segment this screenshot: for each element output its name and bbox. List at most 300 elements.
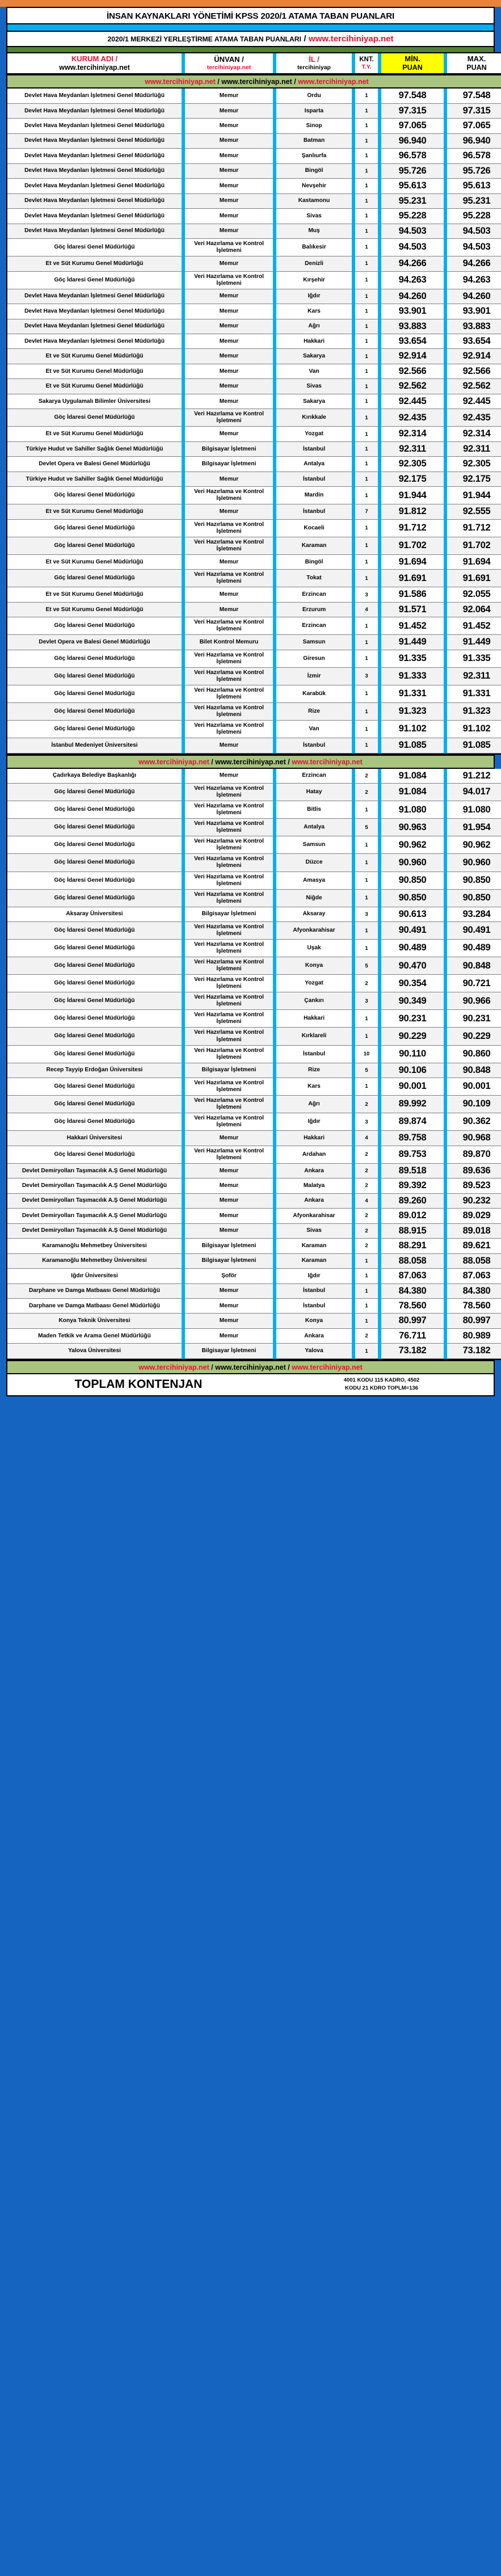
cell-max-puan: 89.870 xyxy=(447,1146,501,1164)
cyan-divider-strip xyxy=(6,23,495,31)
cell-il: Samsun xyxy=(276,635,352,650)
cell-max-puan: 91.694 xyxy=(447,555,501,570)
cell-min-puan: 92.914 xyxy=(381,349,444,364)
cell-kurum: Devlet Hava Meydanları İşletmesi Genel Müdürlüğü xyxy=(7,149,182,163)
table-row[interactable] xyxy=(7,617,501,635)
cell-unvan: Memur xyxy=(185,1164,273,1178)
table-row[interactable] xyxy=(7,1096,501,1113)
cell-max-puan: 96.940 xyxy=(447,134,501,149)
cell-min-puan: 89.260 xyxy=(381,1194,444,1209)
cell-min-puan: 91.085 xyxy=(381,738,444,753)
cell-kurum: Çadırkaya Belediye Başkanlığı xyxy=(7,769,182,784)
cell-unvan: Memur xyxy=(185,1209,273,1223)
cell-unvan: Veri Hazırlama ve Kontrol İşletmeni xyxy=(185,239,273,256)
cell-kontenjan: 1 xyxy=(355,738,378,753)
cell-kurum: Göç İdaresi Genel Müdürlüğü xyxy=(7,784,182,801)
promo-link-2[interactable]: www.tercihiniyap.net xyxy=(215,1363,286,1371)
cell-kontenjan: 1 xyxy=(355,836,378,854)
table-row[interactable] xyxy=(7,940,501,957)
min-header-sub: PUAN xyxy=(402,63,423,71)
cell-il: Nevşehir xyxy=(276,179,352,193)
cell-max-puan: 92.566 xyxy=(447,364,501,379)
cell-min-puan: 91.331 xyxy=(381,685,444,703)
cell-kontenjan: 1 xyxy=(355,940,378,957)
cell-il: İstanbul xyxy=(276,1046,352,1063)
cell-max-puan: 91.702 xyxy=(447,537,501,555)
cell-kontenjan: 1 xyxy=(355,537,378,555)
cell-il: Kırıkkale xyxy=(276,409,352,427)
table-row[interactable] xyxy=(7,570,501,587)
table-row[interactable] xyxy=(7,1209,501,1223)
cell-kontenjan: 1 xyxy=(355,703,378,721)
cell-min-puan: 89.758 xyxy=(381,1131,444,1146)
table-row[interactable] xyxy=(7,975,501,992)
cell-il: İstanbul xyxy=(276,1284,352,1299)
cell-il: Hakkari xyxy=(276,1010,352,1028)
table-row[interactable] xyxy=(7,334,501,349)
column-header-max[interactable] xyxy=(447,52,501,74)
cell-kurum: Et ve Süt Kurumu Genel Müdürlüğü xyxy=(7,349,182,364)
cell-il: Balıkesir xyxy=(276,239,352,256)
column-header-kurum[interactable] xyxy=(7,52,182,74)
cell-il: Karaman xyxy=(276,537,352,555)
promo-link-3[interactable]: www.tercihiniyap.net xyxy=(292,757,363,766)
cell-il: Van xyxy=(276,721,352,738)
cell-kontenjan: 1 xyxy=(355,119,378,133)
cell-unvan: Veri Hazırlama ve Kontrol İşletmeni xyxy=(185,668,273,685)
cell-kurum: Yalova Üniversitesi xyxy=(7,1344,182,1358)
cell-il: Giresun xyxy=(276,650,352,668)
cell-max-puan: 90.850 xyxy=(447,890,501,907)
cell-il: Kars xyxy=(276,1078,352,1096)
cell-min-puan: 91.452 xyxy=(381,617,444,635)
table-row[interactable] xyxy=(7,738,501,753)
table-row[interactable] xyxy=(7,854,501,872)
cell-min-puan: 95.228 xyxy=(381,209,444,224)
cell-kontenjan: 1 xyxy=(355,179,378,193)
cell-kontenjan: 3 xyxy=(355,587,378,602)
table-row[interactable] xyxy=(7,379,501,394)
cell-unvan: Veri Hazırlama ve Kontrol İşletmeni xyxy=(185,409,273,427)
cell-il: Tokat xyxy=(276,570,352,587)
table-row[interactable] xyxy=(7,872,501,890)
cell-kurum: Devlet Demiryolları Taşımacılık A.Ş Genel Müdürlüğü xyxy=(7,1194,182,1209)
table-row[interactable] xyxy=(7,487,501,504)
cell-unvan: Veri Hazırlama ve Kontrol İşletmeni xyxy=(185,1046,273,1063)
cell-unvan: Veri Hazırlama ve Kontrol İşletmeni xyxy=(185,1010,273,1028)
table-row[interactable] xyxy=(7,394,501,409)
cell-unvan: Veri Hazırlama ve Kontrol İşletmeni xyxy=(185,940,273,957)
cell-min-puan: 91.694 xyxy=(381,555,444,570)
cell-unvan: Memur xyxy=(185,379,273,394)
cell-il: Ağrı xyxy=(276,319,352,334)
cell-kurum: Et ve Süt Kurumu Genel Müdürlüğü xyxy=(7,427,182,441)
table-row[interactable] xyxy=(7,1254,501,1269)
total-quota-detail xyxy=(270,1377,494,1392)
cell-min-puan: 90.001 xyxy=(381,1078,444,1096)
table-row[interactable] xyxy=(7,836,501,854)
cell-il: Yozgat xyxy=(276,975,352,992)
table-row[interactable] xyxy=(7,907,501,922)
column-header-il[interactable] xyxy=(276,52,352,74)
cell-kurum: Türkiye Hudut ve Sahiller Sağlık Genel Müdürlüğü xyxy=(7,442,182,457)
table-row[interactable] xyxy=(7,1113,501,1131)
cell-min-puan: 96.940 xyxy=(381,134,444,149)
cell-il: Hakkari xyxy=(276,334,352,349)
column-header-knt[interactable] xyxy=(355,52,378,74)
cell-kurum: Göç İdaresi Genel Müdürlüğü xyxy=(7,922,182,940)
table-row[interactable] xyxy=(7,1046,501,1063)
cell-max-puan: 94.503 xyxy=(447,239,501,256)
cell-min-puan: 94.503 xyxy=(381,239,444,256)
cell-min-puan: 76.711 xyxy=(381,1329,444,1344)
cell-max-puan: 91.085 xyxy=(447,738,501,753)
cell-il: İstanbul xyxy=(276,472,352,487)
table-row[interactable] xyxy=(7,1314,501,1328)
cell-kontenjan: 1 xyxy=(355,1269,378,1283)
cell-unvan: Veri Hazırlama ve Kontrol İşletmeni xyxy=(185,890,273,907)
cell-unvan: Memur xyxy=(185,427,273,441)
promo-link-1[interactable]: www.tercihiniyap.net xyxy=(145,78,216,86)
table-row[interactable] xyxy=(7,1146,501,1164)
table-row[interactable] xyxy=(7,1194,501,1209)
cell-kurum: Karamanoğlu Mehmetbey Üniversitesi xyxy=(7,1239,182,1253)
cell-il: Karaman xyxy=(276,1254,352,1269)
table-row[interactable] xyxy=(7,1010,501,1028)
cell-unvan: Veri Hazırlama ve Kontrol İşletmeni xyxy=(185,650,273,668)
cell-kurum: Devlet Hava Meydanları İşletmesi Genel Müdürlüğü xyxy=(7,209,182,224)
cell-unvan: Memur xyxy=(185,587,273,602)
cell-max-puan: 92.055 xyxy=(447,587,501,602)
cell-il: Sakarya xyxy=(276,394,352,409)
table-row[interactable] xyxy=(7,209,501,224)
cell-il: Çankırı xyxy=(276,992,352,1010)
cell-kontenjan: 2 xyxy=(355,1146,378,1164)
table-row[interactable] xyxy=(7,164,501,179)
cell-min-puan: 91.323 xyxy=(381,703,444,721)
cell-max-puan: 80.989 xyxy=(447,1329,501,1344)
cell-kontenjan: 1 xyxy=(355,364,378,379)
cell-kurum: Göç İdaresi Genel Müdürlüğü xyxy=(7,1113,182,1131)
table-row[interactable] xyxy=(7,555,501,570)
cell-max-puan: 92.314 xyxy=(447,427,501,441)
table-row[interactable] xyxy=(7,769,501,784)
cell-min-puan: 93.901 xyxy=(381,304,444,319)
cell-il: Bitlis xyxy=(276,801,352,819)
table-row[interactable] xyxy=(7,1239,501,1253)
cell-kurum: Devlet Demiryolları Taşımacılık A.Ş Genel Müdürlüğü xyxy=(7,1164,182,1178)
cell-il: Malatya xyxy=(276,1178,352,1193)
cell-unvan: Memur xyxy=(185,149,273,163)
table-row[interactable] xyxy=(7,272,501,289)
table-row[interactable] xyxy=(7,819,501,836)
cell-unvan: Memur xyxy=(185,603,273,617)
cell-kurum: Devlet Opera ve Balesi Genel Müdürlüğü xyxy=(7,635,182,650)
table-row[interactable] xyxy=(7,149,501,163)
cell-max-puan: 90.489 xyxy=(447,940,501,957)
subtitle-separator: / xyxy=(304,34,306,44)
cell-kontenjan: 1 xyxy=(355,149,378,163)
cell-il: Afyonkarahisar xyxy=(276,922,352,940)
cell-kontenjan: 1 xyxy=(355,1078,378,1096)
cell-min-puan: 90.349 xyxy=(381,992,444,1010)
cell-kurum: Göç İdaresi Genel Müdürlüğü xyxy=(7,520,182,537)
cell-max-puan: 90.232 xyxy=(447,1194,501,1209)
table-row[interactable] xyxy=(7,239,501,256)
cell-il: Karabük xyxy=(276,685,352,703)
cell-unvan: Veri Hazırlama ve Kontrol İşletmeni xyxy=(185,801,273,819)
cell-min-puan: 91.586 xyxy=(381,587,444,602)
cell-il: Sivas xyxy=(276,379,352,394)
table-row[interactable] xyxy=(7,194,501,209)
cell-il: Rize xyxy=(276,703,352,721)
scores-table xyxy=(6,52,501,755)
column-header-unvan[interactable] xyxy=(185,52,273,74)
cell-unvan: Veri Hazırlama ve Kontrol İşletmeni xyxy=(185,1146,273,1164)
cell-unvan: Memur xyxy=(185,1314,273,1328)
il-header-label: İL / xyxy=(309,55,319,64)
table-row[interactable] xyxy=(7,784,501,801)
cell-kurum: Devlet Hava Meydanları İşletmesi Genel Müdürlüğü xyxy=(7,104,182,119)
table-row[interactable] xyxy=(7,457,501,472)
cell-kurum: Darphane ve Damga Matbaası Genel Müdürlüğü xyxy=(7,1299,182,1314)
cell-max-puan: 88.058 xyxy=(447,1254,501,1269)
cell-unvan: Veri Hazırlama ve Kontrol İşletmeni xyxy=(185,784,273,801)
cell-kurum: Göç İdaresi Genel Müdürlüğü xyxy=(7,975,182,992)
cell-unvan: Veri Hazırlama ve Kontrol İşletmeni xyxy=(185,836,273,854)
cell-kurum: Devlet Hava Meydanları İşletmesi Genel Müdürlüğü xyxy=(7,89,182,103)
table-row[interactable] xyxy=(7,520,501,537)
cell-max-puan: 97.065 xyxy=(447,119,501,133)
cell-unvan: Veri Hazırlama ve Kontrol İşletmeni xyxy=(185,872,273,890)
cell-unvan: Veri Hazırlama ve Kontrol İşletmeni xyxy=(185,520,273,537)
cell-unvan: Memur xyxy=(185,224,273,239)
cell-max-puan: 94.266 xyxy=(447,256,501,271)
cell-il: Konya xyxy=(276,957,352,975)
cell-kontenjan: 1 xyxy=(355,472,378,487)
cell-kurum: Hakkari Üniversitesi xyxy=(7,1131,182,1146)
cell-kontenjan: 10 xyxy=(355,1046,378,1063)
table-row[interactable] xyxy=(7,537,501,555)
cell-min-puan: 90.354 xyxy=(381,975,444,992)
cell-kurum: Göç İdaresi Genel Müdürlüğü xyxy=(7,721,182,738)
cell-kurum: Göç İdaresi Genel Müdürlüğü xyxy=(7,957,182,975)
cell-max-puan: 95.228 xyxy=(447,209,501,224)
cell-min-puan: 96.578 xyxy=(381,149,444,163)
cell-max-puan: 90.968 xyxy=(447,1131,501,1146)
table-row[interactable] xyxy=(7,1063,501,1078)
subtitle-text: 2020/1 MERKEZİ YERLEŞTİRME ATAMA TABAN PUANLARI xyxy=(107,35,301,43)
table-row[interactable] xyxy=(7,668,501,685)
cell-kurum: Et ve Süt Kurumu Genel Müdürlüğü xyxy=(7,603,182,617)
table-row[interactable] xyxy=(7,922,501,940)
cell-kontenjan: 4 xyxy=(355,603,378,617)
cell-unvan: Memur xyxy=(185,769,273,784)
cell-kurum: Göç İdaresi Genel Müdürlüğü xyxy=(7,872,182,890)
cell-min-puan: 92.445 xyxy=(381,394,444,409)
cell-max-puan: 92.914 xyxy=(447,349,501,364)
cell-max-puan: 94.503 xyxy=(447,224,501,239)
table-row[interactable] xyxy=(7,349,501,364)
table-row[interactable] xyxy=(7,992,501,1010)
cell-unvan: Bilgisayar İşletmeni xyxy=(185,442,273,457)
promo-link-2[interactable]: www.tercihiniyap.net xyxy=(221,78,292,86)
cell-min-puan: 91.702 xyxy=(381,537,444,555)
cell-min-puan: 95.726 xyxy=(381,164,444,179)
table-row[interactable] xyxy=(7,650,501,668)
cell-il: Iğdır xyxy=(276,289,352,304)
table-row[interactable] xyxy=(7,224,501,239)
cell-kurum: Göç İdaresi Genel Müdürlüğü xyxy=(7,685,182,703)
table-row[interactable] xyxy=(7,1344,501,1358)
cell-min-puan: 92.175 xyxy=(381,472,444,487)
cell-kontenjan: 1 xyxy=(355,319,378,334)
table-row[interactable] xyxy=(7,89,501,103)
cell-kurum: Karamanoğlu Mehmetbey Üniversitesi xyxy=(7,1254,182,1269)
table-row[interactable] xyxy=(7,134,501,149)
cell-il: Sivas xyxy=(276,1224,352,1239)
cell-il: Uşak xyxy=(276,940,352,957)
promo-banner-row-middle xyxy=(6,755,495,769)
cell-max-puan: 89.018 xyxy=(447,1224,501,1239)
cell-kontenjan: 1 xyxy=(355,239,378,256)
cell-kontenjan: 1 xyxy=(355,1344,378,1358)
cell-unvan: Memur xyxy=(185,738,273,753)
cell-unvan: Memur xyxy=(185,1284,273,1299)
table-row[interactable] xyxy=(7,427,501,441)
cell-unvan: Veri Hazırlama ve Kontrol İşletmeni xyxy=(185,685,273,703)
max-header-label: MAX. xyxy=(467,54,486,63)
cell-kontenjan: 1 xyxy=(355,650,378,668)
subtitle-bar xyxy=(6,31,495,47)
cell-kontenjan: 4 xyxy=(355,1194,378,1209)
table-row[interactable] xyxy=(7,1269,501,1283)
table-row[interactable] xyxy=(7,1284,501,1299)
cell-min-puan: 89.392 xyxy=(381,1178,444,1193)
table-row[interactable] xyxy=(7,1299,501,1314)
cell-max-puan: 95.613 xyxy=(447,179,501,193)
page-title-bar xyxy=(6,7,495,23)
table-row[interactable] xyxy=(7,119,501,133)
table-row[interactable] xyxy=(7,685,501,703)
cell-kurum: Göç İdaresi Genel Müdürlüğü xyxy=(7,537,182,555)
total-quota-bar xyxy=(6,1374,495,1397)
cell-min-puan: 92.435 xyxy=(381,409,444,427)
cell-max-puan: 91.335 xyxy=(447,650,501,668)
cell-il: Yalova xyxy=(276,1344,352,1358)
cell-kurum: Devlet Hava Meydanları İşletmesi Genel Müdürlüğü xyxy=(7,194,182,209)
cell-min-puan: 91.084 xyxy=(381,769,444,784)
promo-sep-2: / xyxy=(285,1363,292,1371)
cell-kurum: Göç İdaresi Genel Müdürlüğü xyxy=(7,854,182,872)
cell-il: Şanlıurfa xyxy=(276,149,352,163)
cell-il: Rize xyxy=(276,1063,352,1078)
table-row[interactable] xyxy=(7,504,501,519)
promo-link-1[interactable]: www.tercihiniyap.net xyxy=(138,757,209,766)
table-row[interactable] xyxy=(7,319,501,334)
table-row[interactable] xyxy=(7,472,501,487)
min-header-label: MİN. xyxy=(405,54,420,63)
table-row[interactable] xyxy=(7,304,501,319)
table-row[interactable] xyxy=(7,1224,501,1239)
cell-kurum: Devlet Hava Meydanları İşletmesi Genel Müdürlüğü xyxy=(7,119,182,133)
cell-il: Hakkari xyxy=(276,1131,352,1146)
cell-kontenjan: 1 xyxy=(355,617,378,635)
promo-link-2[interactable]: www.tercihiniyap.net xyxy=(215,757,286,766)
cell-unvan: Memur xyxy=(185,349,273,364)
table-row[interactable] xyxy=(7,1164,501,1178)
promo-banner-cell xyxy=(7,74,501,89)
table-row[interactable] xyxy=(7,721,501,738)
cell-max-puan: 90.960 xyxy=(447,854,501,872)
cell-max-puan: 90.109 xyxy=(447,1096,501,1113)
cell-il: Iğdır xyxy=(276,1113,352,1131)
cell-kurum: Et ve Süt Kurumu Genel Müdürlüğü xyxy=(7,364,182,379)
cell-kontenjan: 1 xyxy=(355,256,378,271)
column-header-min[interactable] xyxy=(381,52,444,74)
promo-banner-row-top xyxy=(7,74,501,89)
cell-unvan: Veri Hazırlama ve Kontrol İşletmeni xyxy=(185,819,273,836)
cell-kontenjan: 2 xyxy=(355,1329,378,1344)
table-row[interactable] xyxy=(7,587,501,602)
cell-il: Ağrı xyxy=(276,1096,352,1113)
table-row[interactable] xyxy=(7,409,501,427)
table-row[interactable] xyxy=(7,801,501,819)
table-row[interactable] xyxy=(7,957,501,975)
table-row[interactable] xyxy=(7,890,501,907)
cell-min-puan: 87.063 xyxy=(381,1269,444,1283)
cell-max-puan: 90.962 xyxy=(447,836,501,854)
table-row[interactable] xyxy=(7,256,501,271)
cell-il: İstanbul xyxy=(276,442,352,457)
table-row[interactable] xyxy=(7,1078,501,1096)
cell-il: İzmir xyxy=(276,668,352,685)
cell-il: Erzincan xyxy=(276,617,352,635)
cell-kontenjan: 2 xyxy=(355,769,378,784)
cell-min-puan: 91.691 xyxy=(381,570,444,587)
table-row[interactable] xyxy=(7,635,501,650)
cell-kontenjan: 1 xyxy=(355,872,378,890)
cell-unvan: Bilgisayar İşletmeni xyxy=(185,1239,273,1253)
cell-min-puan: 95.613 xyxy=(381,179,444,193)
cell-kontenjan: 1 xyxy=(355,104,378,119)
table-row[interactable] xyxy=(7,442,501,457)
table-row[interactable] xyxy=(7,1131,501,1146)
promo-link-3[interactable]: www.tercihiniyap.net xyxy=(298,78,369,86)
table-row[interactable] xyxy=(7,289,501,304)
table-row[interactable] xyxy=(7,104,501,119)
table-row[interactable] xyxy=(7,1178,501,1193)
table-row[interactable] xyxy=(7,603,501,617)
table-row[interactable] xyxy=(7,1329,501,1344)
cell-kurum: Iğdır Üniversitesi xyxy=(7,1269,182,1283)
promo-link-3[interactable]: www.tercihiniyap.net xyxy=(292,1363,363,1371)
table-row[interactable] xyxy=(7,703,501,721)
table-row[interactable] xyxy=(7,364,501,379)
subtitle-site-link[interactable]: www.tercihiniyap.net xyxy=(309,34,394,44)
promo-sep-1: / xyxy=(209,757,216,766)
cell-min-puan: 91.944 xyxy=(381,487,444,504)
cell-kontenjan: 2 xyxy=(355,975,378,992)
table-row[interactable] xyxy=(7,1028,501,1045)
cell-kontenjan: 3 xyxy=(355,1113,378,1131)
cell-max-puan: 90.860 xyxy=(447,1046,501,1063)
table-row[interactable] xyxy=(7,179,501,193)
cell-min-puan: 84.380 xyxy=(381,1284,444,1299)
cell-kontenjan: 1 xyxy=(355,272,378,289)
cell-il: Düzce xyxy=(276,854,352,872)
promo-link-1[interactable]: www.tercihiniyap.net xyxy=(138,1363,209,1371)
